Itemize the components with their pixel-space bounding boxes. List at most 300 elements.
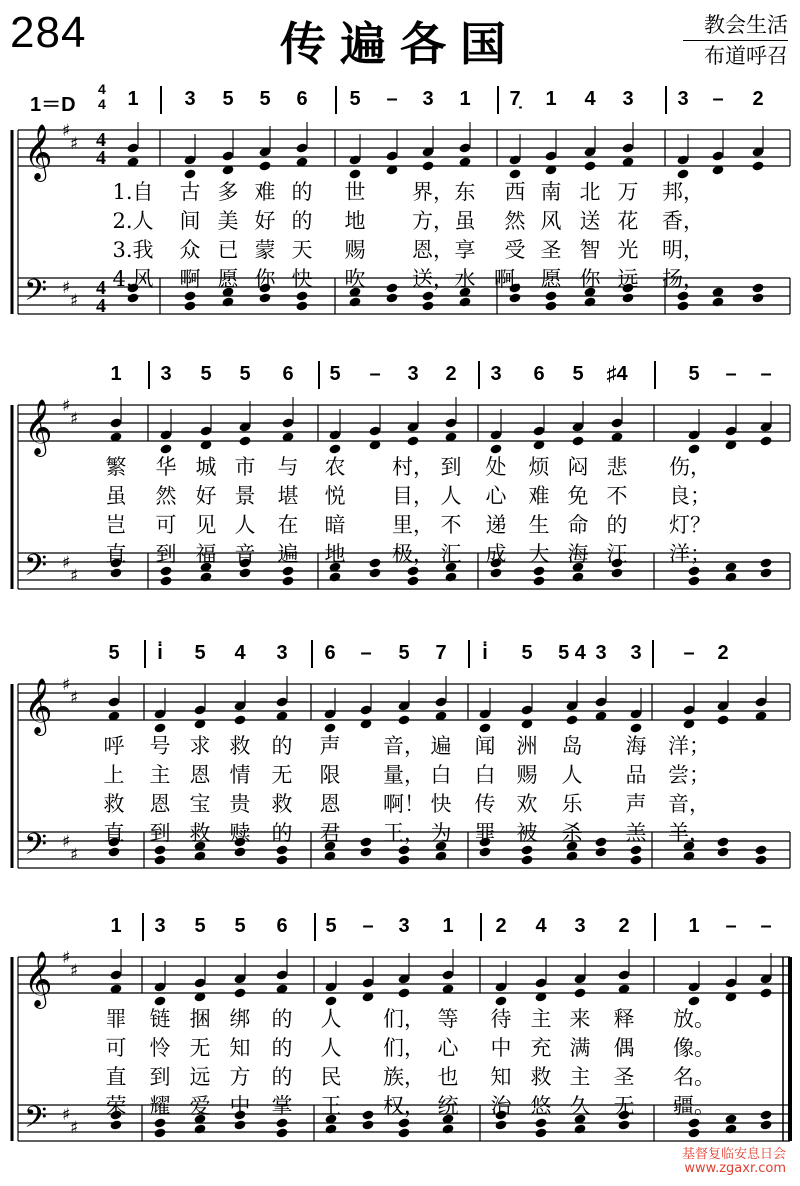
jianpu-note: 4 (234, 642, 246, 664)
bass-clef-icon: 𝄢 (24, 1101, 48, 1142)
lyric-syllable: 的 (271, 734, 293, 758)
jianpu-note: 5 (572, 363, 584, 385)
jianpu-barline (314, 913, 316, 941)
key-sharp-icon: ♯ (62, 278, 71, 298)
key-sharp-icon: ♯ (62, 675, 71, 695)
jianpu-barline (480, 913, 482, 941)
lyric-syllable: 的 (606, 513, 628, 537)
lyric-syllable: 族， (383, 1065, 425, 1089)
jianpu-note: 5 4 (558, 642, 586, 664)
lyric-syllable: 你 (254, 267, 276, 291)
bass-notehead (571, 571, 584, 582)
bass-notehead (676, 300, 689, 311)
key-sharp-icon: ♯ (62, 832, 71, 852)
lyric-syllable: 羔 (625, 821, 647, 845)
lyric-syllable: 也 (437, 1065, 459, 1089)
lyric-syllable: 待 (490, 1007, 512, 1031)
lyric-syllable: 烦 (528, 455, 550, 479)
lyric-syllable: 赎 (229, 821, 251, 845)
lyric-syllable: 人 (440, 484, 462, 508)
jianpu-row (0, 915, 800, 945)
lyric-syllable: 大 (528, 542, 550, 566)
bass-notehead (534, 1127, 547, 1138)
lyric-syllable: 王 (320, 1094, 342, 1118)
lyric-syllable: 万 (617, 180, 639, 204)
lyric-syllable: 不 (606, 484, 628, 508)
jianpu-barline (142, 913, 144, 941)
lyric-syllable: 啊！ (383, 792, 425, 816)
bass-clef-icon: 𝄢 (24, 549, 48, 590)
bass-notehead (434, 850, 447, 861)
lyric-syllable: 救 (271, 792, 293, 816)
lyric-syllable: 到 (149, 1065, 171, 1089)
bass-notehead (444, 571, 457, 582)
lyric-syllable: 无 (613, 1094, 635, 1118)
bass-notehead (159, 575, 172, 586)
jianpu-note: 5 (108, 642, 120, 664)
lyric-syllable: 们， (383, 1036, 425, 1060)
lyric-syllable: 王， (383, 821, 425, 845)
bass-notehead (617, 1119, 630, 1130)
bass-notehead (520, 854, 533, 865)
jianpu-note: 5 (194, 642, 206, 664)
lyric-syllable: 声 (319, 734, 341, 758)
lyric-syllable: 1.自 (112, 180, 154, 204)
bass-notehead (594, 836, 607, 847)
lyric-syllable: 的 (271, 1065, 293, 1089)
jianpu-note: 4 (535, 915, 547, 937)
bass-notehead (359, 846, 372, 857)
bass-notehead (258, 292, 271, 303)
lyric-syllable: 的 (271, 1007, 293, 1031)
lyric-syllable: 链 (149, 1007, 171, 1031)
treble-notehead (583, 160, 596, 171)
bass-notehead (323, 850, 336, 861)
lyric-syllable: 救 (189, 821, 211, 845)
bass-notehead (494, 1119, 507, 1130)
jianpu-barline (160, 86, 162, 114)
jianpu-note: 6 (276, 915, 288, 937)
lyric-syllable: 然 (155, 484, 177, 508)
treble-notehead (233, 987, 246, 998)
bass-notehead (385, 292, 398, 303)
lyric-syllable: 的 (271, 821, 293, 845)
bass-notehead (397, 854, 410, 865)
jianpu-barline (148, 361, 150, 389)
bass-notehead (759, 1119, 772, 1130)
jianpu-note: 1 (110, 915, 122, 937)
jianpu-barline (497, 86, 499, 114)
lyric-syllable: 求 (189, 734, 211, 758)
lyric-syllable: 3.我 (112, 238, 154, 262)
treble-notehead (716, 714, 729, 725)
jianpu-barline (652, 640, 654, 668)
jianpu-barline (144, 640, 146, 668)
jianpu-note: 5 (325, 915, 337, 937)
lyric-syllable: 乐 (561, 792, 583, 816)
lyric-syllable: 绑 (229, 1007, 251, 1031)
jianpu-note: 1 (688, 915, 700, 937)
time-signature-digit: 4 (96, 147, 106, 169)
bass-notehead (153, 1127, 166, 1138)
jianpu-note: 3 (574, 915, 586, 937)
lyric-syllable: 古 (179, 180, 201, 204)
lyric-syllable: 像。 (673, 1036, 715, 1060)
lyric-syllable: 方， (412, 209, 454, 233)
bass-clef-icon: 𝄢 (24, 828, 48, 869)
jianpu-note: 1 (545, 88, 557, 110)
jianpu-note: 3 (154, 915, 166, 937)
jianpu-note: 5 (239, 363, 251, 385)
lyric-syllable: 愿 (217, 267, 239, 291)
lyric-syllable: 耀 (149, 1094, 171, 1118)
lyric-syllable: 风 (540, 209, 562, 233)
bass-notehead (441, 1123, 454, 1134)
key-sharp-icon: ♯ (70, 1118, 79, 1138)
jianpu-note: 1 (442, 915, 454, 937)
key-sharp-icon: ♯ (62, 121, 71, 141)
bass-notehead (716, 836, 729, 847)
bass-notehead (359, 836, 372, 847)
lyric-syllable: 吹 (344, 267, 366, 291)
lyric-syllable: 堪 (277, 484, 299, 508)
lyric-syllable: 然 (504, 209, 526, 233)
bass-notehead (368, 557, 381, 568)
jianpu-note: 5 (329, 363, 341, 385)
key-sharp-icon: ♯ (70, 291, 79, 311)
lyric-syllable: 偶 (613, 1036, 635, 1060)
lyric-syllable: 村， (392, 455, 434, 479)
lyric-syllable: 岛 (561, 734, 583, 758)
bass-notehead (368, 567, 381, 578)
jianpu-note: 2 (495, 915, 507, 937)
bass-notehead (193, 1123, 206, 1134)
jianpu-note: 5 (259, 88, 271, 110)
jianpu-barline (311, 640, 313, 668)
jianpu-row (0, 642, 800, 672)
lyric-syllable: 人 (561, 763, 583, 787)
lyric-syllable: 成 (485, 542, 507, 566)
time-sig-bottom: 4 (98, 96, 106, 112)
jianpu-note: 5 (349, 88, 361, 110)
treble-notehead (397, 714, 410, 725)
key-sharp-icon: ♯ (62, 948, 71, 968)
watermark-line1: 基督复临安息日会 (681, 1147, 786, 1162)
bass-notehead (629, 854, 642, 865)
lyric-syllable: 海 (625, 734, 647, 758)
jianpu-note: 3 (276, 642, 288, 664)
key-text: 1＝D (30, 94, 76, 116)
jianpu-note: 2 (445, 363, 457, 385)
lyric-syllable: 音， (383, 734, 425, 758)
lyric-syllable: 等 (437, 1007, 459, 1031)
jianpu-note: 1 (459, 88, 471, 110)
jianpu-note: – (683, 642, 695, 664)
hymn-title: 传遍各国 (280, 17, 520, 71)
watermark (682, 1148, 786, 1176)
lyric-syllable: 欢 (516, 792, 538, 816)
bass-notehead (397, 1127, 410, 1138)
jianpu-note: 2 (752, 88, 764, 110)
lyric-syllable: 无 (271, 763, 293, 787)
bass-notehead (687, 575, 700, 586)
bass-notehead (361, 1109, 374, 1120)
lyric-syllable: 处 (485, 455, 507, 479)
lyric-syllable: 在 (277, 513, 299, 537)
jianpu-note: i̇ (482, 642, 488, 664)
lyric-syllable: 放。 (673, 1007, 715, 1031)
bass-notehead (621, 292, 634, 303)
bass-notehead (458, 296, 471, 307)
bass-notehead (754, 844, 767, 855)
time-signature-digit: 4 (96, 129, 106, 151)
lyric-syllable: 羊， (668, 821, 710, 845)
jianpu-note: – (725, 363, 737, 385)
lyric-syllable: 圣 (540, 238, 562, 262)
lyric-syllable: 无 (189, 1036, 211, 1060)
hymn-number: 284 (10, 8, 87, 57)
jianpu-note: 6 (296, 88, 308, 110)
lyric-syllable: 恩 (149, 792, 171, 816)
key-sharp-icon: ♯ (70, 961, 79, 981)
lyric-syllable: 4.风 (112, 267, 154, 291)
jianpu-note: – (712, 88, 724, 110)
jianpu-note: 1 (127, 88, 139, 110)
lyric-syllable: 良； (669, 484, 711, 508)
lyric-syllable: 的 (271, 1036, 293, 1060)
lyric-syllable: 灯？ (669, 513, 711, 537)
jianpu-note: 3 (160, 363, 172, 385)
lyric-syllable: 上 (103, 763, 125, 787)
jianpu-note: – (760, 363, 772, 385)
lyric-syllable: 众 (179, 238, 201, 262)
lyric-syllable: 爱 (189, 1094, 211, 1118)
lyric-syllable: 恩 (189, 763, 211, 787)
lyric-syllable: 闻 (474, 734, 496, 758)
lyric-syllable: 洋； (669, 542, 711, 566)
bass-notehead (361, 1119, 374, 1130)
lyric-syllable: 海 (567, 542, 589, 566)
lyric-syllable: 主 (530, 1007, 552, 1031)
jianpu-note: 3 (677, 88, 689, 110)
lyric-syllable: 的 (291, 209, 313, 233)
jianpu-note: 7̣ (509, 88, 521, 110)
bass-notehead (328, 571, 341, 582)
lyric-syllable: 赐 (516, 763, 538, 787)
bass-notehead (759, 557, 772, 568)
bass-notehead (532, 575, 545, 586)
bass-notehead (348, 296, 361, 307)
lyric-syllable: 久 (569, 1094, 591, 1118)
lyric-syllable: 市 (234, 455, 256, 479)
bass-notehead (126, 292, 139, 303)
lyric-syllable: 直 (105, 1065, 127, 1089)
lyric-syllable: 怜 (149, 1036, 171, 1060)
lyric-syllable: 递 (485, 513, 507, 537)
lyric-syllable: 地 (324, 542, 346, 566)
lyric-syllable: 人 (320, 1036, 342, 1060)
lyric-syllable: 西 (504, 180, 526, 204)
lyric-syllable: 可 (105, 1036, 127, 1060)
bass-notehead (544, 300, 557, 311)
lyric-syllable: 天 (291, 238, 313, 262)
lyric-syllable: 音， (668, 792, 710, 816)
bass-notehead (489, 567, 502, 578)
lyric-syllable: 统 (437, 1094, 459, 1118)
bass-notehead (478, 846, 491, 857)
treble-notehead (759, 435, 772, 446)
lyric-syllable: 尝； (668, 763, 710, 787)
lyric-syllable: 到 (440, 455, 462, 479)
treble-clef-icon: 𝄞 (24, 124, 53, 180)
lyric-syllable: 暗 (324, 513, 346, 537)
lyric-syllable: 满 (569, 1036, 591, 1060)
lyric-syllable: 景 (234, 484, 256, 508)
lyric-syllable: 人 (320, 1007, 342, 1031)
bass-notehead (682, 850, 695, 861)
lyric-syllable: 方 (229, 1065, 251, 1089)
lyric-syllable: 治 (490, 1094, 512, 1118)
lyric-syllable: 救 (530, 1065, 552, 1089)
lyric-syllable: 音 (234, 542, 256, 566)
lyric-syllable: 权， (383, 1094, 425, 1118)
jianpu-note: 6 (533, 363, 545, 385)
lyric-syllable: 送， (412, 267, 454, 291)
jianpu-row (0, 88, 800, 118)
jianpu-barline (654, 361, 656, 389)
jianpu-barline (654, 913, 656, 941)
bass-notehead (421, 300, 434, 311)
lyric-syllable: 遍 (430, 734, 452, 758)
bass-notehead (324, 1123, 337, 1134)
lyric-syllable: 充 (530, 1036, 552, 1060)
bass-notehead (610, 567, 623, 578)
treble-clef-icon: 𝄞 (24, 951, 53, 1007)
lyric-syllable: 直 (103, 821, 125, 845)
lyric-syllable: 到 (155, 542, 177, 566)
jianpu-note: 3 (622, 88, 634, 110)
bass-notehead (233, 846, 246, 857)
lyric-syllable: 啊 (179, 267, 201, 291)
bass-notehead (724, 571, 737, 582)
time-signature-digit: 4 (96, 277, 106, 299)
bass-notehead (759, 567, 772, 578)
lyric-syllable: 农 (324, 455, 346, 479)
lyric-syllable: 南 (540, 180, 562, 204)
lyric-syllable: 邦， (662, 180, 704, 204)
jianpu-note: 2 (618, 915, 630, 937)
treble-notehead (397, 987, 410, 998)
lyric-syllable: 救 (103, 792, 125, 816)
jianpu-note: – (362, 915, 374, 937)
lyric-syllable: 蒙 (254, 238, 276, 262)
category-label: 教会生活 (704, 13, 788, 37)
lyric-syllable: 荣 (105, 1094, 127, 1118)
lyric-syllable: 受 (504, 238, 526, 262)
lyric-syllable: 繁 (105, 455, 127, 479)
jianpu-note: – (386, 88, 398, 110)
lyric-syllable: 虽 (454, 209, 476, 233)
jianpu-note: 7 (435, 642, 447, 664)
jianpu-barline (665, 86, 667, 114)
lyric-syllable: 汇 (440, 542, 462, 566)
bass-notehead (565, 850, 578, 861)
lyric-syllable: 好 (195, 484, 217, 508)
key-sharp-icon: ♯ (70, 688, 79, 708)
lyric-syllable: 人 (234, 513, 256, 537)
jianpu-note: 3 (184, 88, 196, 110)
lyric-syllable: 花 (617, 209, 639, 233)
lyric-syllable: 遍 (277, 542, 299, 566)
key-sharp-icon: ♯ (62, 553, 71, 573)
bass-notehead (109, 1119, 122, 1130)
lyric-syllable: 主 (149, 763, 171, 787)
bass-notehead (754, 854, 767, 865)
lyric-syllable: 罪 (474, 821, 496, 845)
lyric-syllable: 命 (567, 513, 589, 537)
lyric-syllable: 汪 (606, 542, 628, 566)
bass-notehead (687, 1127, 700, 1138)
lyric-syllable: 扬， (662, 267, 704, 291)
lyric-syllable: 中 (229, 1094, 251, 1118)
bass-notehead (508, 292, 521, 303)
lyric-syllable: 岂 (105, 513, 127, 537)
jianpu-note: 3 (490, 363, 502, 385)
jianpu-note: 5 (200, 363, 212, 385)
treble-notehead (421, 160, 434, 171)
lyric-syllable: 世 (344, 180, 366, 204)
lyric-syllable: 知 (490, 1065, 512, 1089)
bass-notehead (221, 296, 234, 307)
lyric-syllable: 恩 (319, 792, 341, 816)
lyric-syllable: 你 (579, 267, 601, 291)
treble-clef-icon: 𝄞 (24, 399, 53, 455)
lyric-syllable: 掌 (271, 1094, 293, 1118)
lyric-syllable: 贵 (229, 792, 251, 816)
bass-notehead (238, 567, 251, 578)
jianpu-note: 1 (110, 363, 122, 385)
lyric-syllable: 愿 (540, 267, 562, 291)
lyric-syllable: 目， (392, 484, 434, 508)
jianpu-note: ♯4 (606, 363, 628, 385)
lyric-syllable: 圣 (613, 1065, 635, 1089)
bass-notehead (711, 296, 724, 307)
lyric-syllable: 美 (217, 209, 239, 233)
bass-notehead (583, 296, 596, 307)
lyric-syllable: 传 (474, 792, 496, 816)
treble-notehead (759, 987, 772, 998)
lyric-syllable: 香， (662, 209, 704, 233)
lyric-syllable: 心 (485, 484, 507, 508)
lyric-syllable: 洲 (516, 734, 538, 758)
jianpu-barline (318, 361, 320, 389)
lyric-syllable: 到 (149, 821, 171, 845)
lyric-syllable: 们， (383, 1007, 425, 1031)
bass-notehead (751, 282, 764, 293)
lyric-syllable: 远 (617, 267, 639, 291)
lyric-syllable: 恩， (412, 238, 454, 262)
lyric-syllable: 赐 (344, 238, 366, 262)
bass-notehead (109, 567, 122, 578)
lyric-syllable: 快 (291, 267, 313, 291)
bass-notehead (295, 300, 308, 311)
lyric-syllable: 城 (195, 455, 217, 479)
lyric-syllable: 东 (454, 180, 476, 204)
key-sharp-icon: ♯ (70, 409, 79, 429)
lyric-syllable: 悲 (606, 455, 628, 479)
jianpu-note: 2 (717, 642, 729, 664)
lyric-syllable: 悦 (324, 484, 346, 508)
